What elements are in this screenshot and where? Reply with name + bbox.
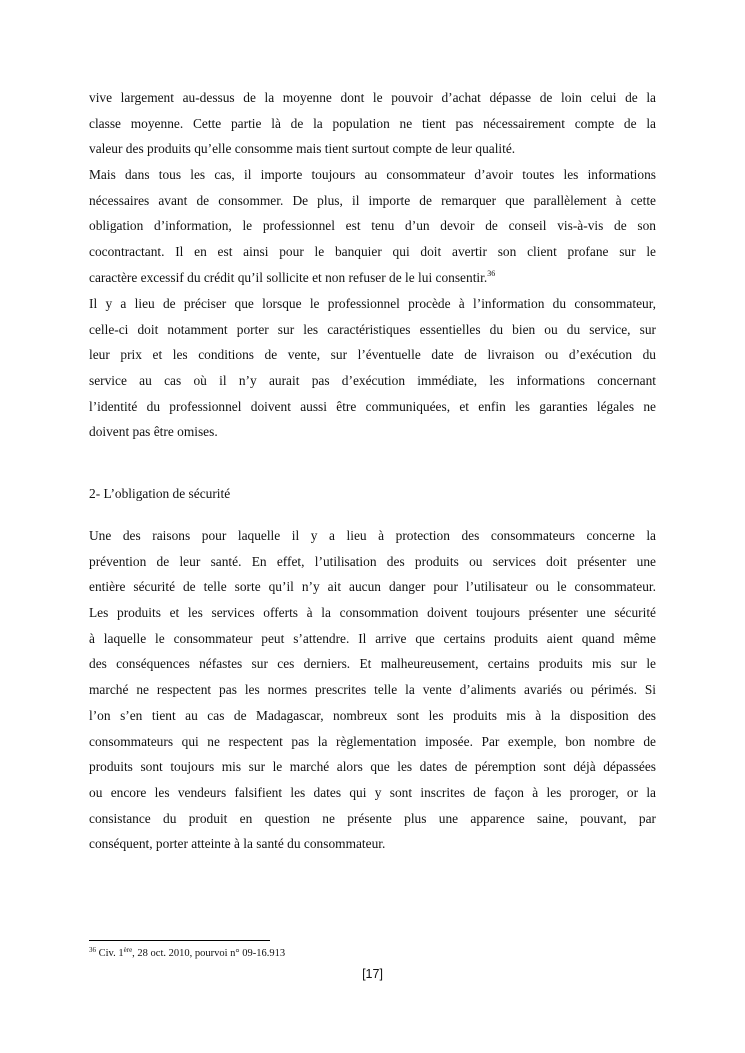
text-line-content: caractère excessif du crédit qu’il sollicite et non refuser de le lui consentir. [89,269,488,285]
footnote-number: 36 [89,946,96,954]
text-line: des conséquences néfastes sur ces derniers. Et malheureusement, certains produits mis sur le [89,656,656,672]
paragraph-2 [89,162,656,290]
text-line: cocontractant. Il en est ainsi pour le banquier qui doit avertir son client profane sur le [89,244,656,260]
footnote-prefix: Civ. 1 [96,948,124,959]
text-line: conséquent, porter atteinte à la santé du consommateur. [89,836,386,852]
text-line: obligation d’information, le professionnel est tenu d’un devoir de conseil vis-à-vis de son [89,218,656,234]
section-heading: 2- L’obligation de sécurité [89,486,231,501]
text-line: entière sécurité de telle sorte qu’il n’y ait aucun danger pour l’utilisateur ou le consommateur. [89,579,656,595]
text-line: consommateurs qui ne respectent pas la règlementation imposée. Par exemple, bon nombre de [89,733,656,749]
footnote-superscript: ère [123,946,133,954]
text-line: nécessaires avant de consommer. De plus, il importe de remarquer que parallèlement à cette [89,192,656,208]
text-line: produits sont toujours mis sur le marché alors que les dates de péremption sont déjà dépassées [89,759,656,775]
text-line: service au cas où il n’y aurait pas d’exécution immédiate, les informations concernant [89,373,656,389]
text-line: vive largement au-dessus de la moyenne dont le pouvoir d’achat dépasse de loin celui de la [89,90,656,105]
text-line: consistance du produit en question ne présente plus une apparence saine, pouvant, par [89,810,656,826]
footnote-reference[interactable]: 36 [487,268,496,278]
text-line: celle-ci doit notamment porter sur les caractéristiques essentielles du bien ou du service, sur [89,321,656,337]
text-line: Il y a lieu de préciser que lorsque le professionnel procède à l’information du consommateur, [89,296,656,311]
text-line: doivent pas être omises. [89,424,218,440]
page-number: [17] [362,967,383,981]
text-line: Mais dans tous les cas, il importe toujours au consommateur d’avoir toutes les informations [89,167,656,182]
text-line: Les produits et les services offerts à la consommation doivent toujours présenter une sécurité [89,605,656,621]
text-line: à laquelle le consommateur peut s’attendre. Il arrive que certains produits aient quand même [89,630,656,646]
text-line-with-footnote [89,265,656,291]
text-line: valeur des produits qu’elle consomme mais tient surtout compte de leur qualité. [89,141,516,157]
text-line: Une des raisons pour laquelle il y a lieu à protection des consommateurs concerne la [89,528,656,543]
paragraph-3 [89,291,656,445]
footnote [89,947,285,961]
text-line: marché ne respectent pas les normes prescrites telle la vente d’aliments avariés ou périmés. Si [89,682,656,698]
paragraph-4 [89,523,656,857]
text-line: l’on s’en tient au cas de Madagascar, nombreux sont les produits mis à la disposition des [89,707,656,723]
text-line: leur prix et les conditions de vente, sur l’éventuelle date de livraison ou d’exécution du [89,347,656,363]
text-line: l’identité du professionnel doivent aussi être communiquées, et enfin les garanties légales ne [89,398,656,414]
text-line: classe moyenne. Cette partie là de la population ne tient pas nécessairement compte de la [89,115,656,131]
text-line: prévention de leur santé. En effet, l’utilisation des produits ou services doit présenter une [89,553,656,569]
footnote-text: , 28 oct. 2010, pourvoi n° 09-16.913 [132,948,286,959]
text-line: ou encore les vendeurs falsifient les dates qui y sont inscrites de façon à les proroger, or la [89,784,656,800]
paragraph-1 [89,85,656,162]
footnote-separator [89,940,270,941]
